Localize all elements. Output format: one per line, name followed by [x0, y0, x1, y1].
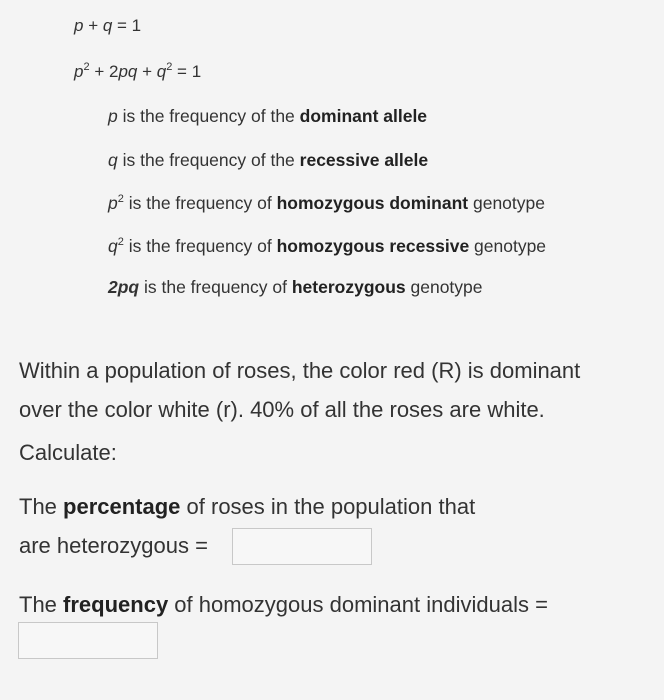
def-variable: p [108, 106, 118, 126]
def-text: is the frequency of the [117, 106, 300, 126]
def-term: homozygous recessive [276, 236, 470, 256]
def-term: recessive allele [299, 150, 429, 170]
heterozygous-percentage-input[interactable] [232, 528, 372, 565]
def-term: heterozygous [291, 277, 406, 297]
definition-homozygous-recessive [108, 236, 546, 257]
def-tail: genotype [468, 193, 545, 213]
def-variable: p [108, 193, 118, 213]
problem-line-2: over the color white (r). 40% of all the roses are white. [19, 397, 545, 422]
q1-post: of roses in the population that [180, 494, 476, 519]
eq-var-pq: pq [118, 62, 138, 81]
question-2-line-1 [19, 592, 548, 618]
definition-recessive-allele [108, 150, 428, 171]
homozygous-dominant-frequency-input[interactable] [18, 622, 158, 659]
def-term: homozygous dominant [276, 193, 469, 213]
equation-sum [74, 16, 141, 36]
eq-operator: + [137, 62, 157, 81]
def-exponent: 2 [117, 193, 124, 205]
def-term: dominant allele [299, 106, 428, 126]
eq-var-q: q [102, 16, 113, 35]
q1-pre: The [19, 494, 64, 519]
definition-homozygous-dominant [108, 193, 545, 214]
eq-exponent: 2 [83, 61, 90, 73]
calculate-label: Calculate: [19, 440, 117, 465]
def-text: is the frequency of [123, 193, 277, 213]
def-text: is the frequency of [139, 277, 292, 297]
equation-hardy-weinberg [74, 62, 201, 82]
eq-operator: + 2 [89, 62, 119, 81]
def-tail: genotype [469, 236, 547, 256]
question-1-line-2: are heterozygous = [19, 533, 208, 558]
eq-var-p: p [74, 16, 84, 35]
eq-exponent: 2 [166, 61, 173, 73]
question-1-line-1 [19, 494, 475, 520]
definition-heterozygous [108, 277, 483, 298]
q2-key-term: frequency [63, 592, 169, 617]
def-text: is the frequency of [123, 236, 277, 256]
q2-pre: The [19, 592, 64, 617]
def-exponent: 2 [117, 236, 124, 248]
def-text: is the frequency of the [117, 150, 300, 170]
def-variable: q [108, 150, 118, 170]
def-tail: genotype [405, 277, 483, 297]
q1-key-term: percentage [63, 494, 181, 519]
eq-var-q: q [156, 62, 167, 81]
q2-post: of homozygous dominant individuals = [168, 592, 548, 617]
eq-result: = 1 [172, 62, 202, 81]
definition-dominant-allele [108, 106, 427, 127]
problem-line-1: Within a population of roses, the color red (R) is dominant [19, 358, 581, 383]
eq-var-p: p [74, 62, 84, 81]
def-variable: 2pq [108, 277, 140, 297]
eq-result: = 1 [112, 16, 142, 35]
def-variable: q [108, 236, 118, 256]
eq-operator: + [83, 16, 103, 35]
